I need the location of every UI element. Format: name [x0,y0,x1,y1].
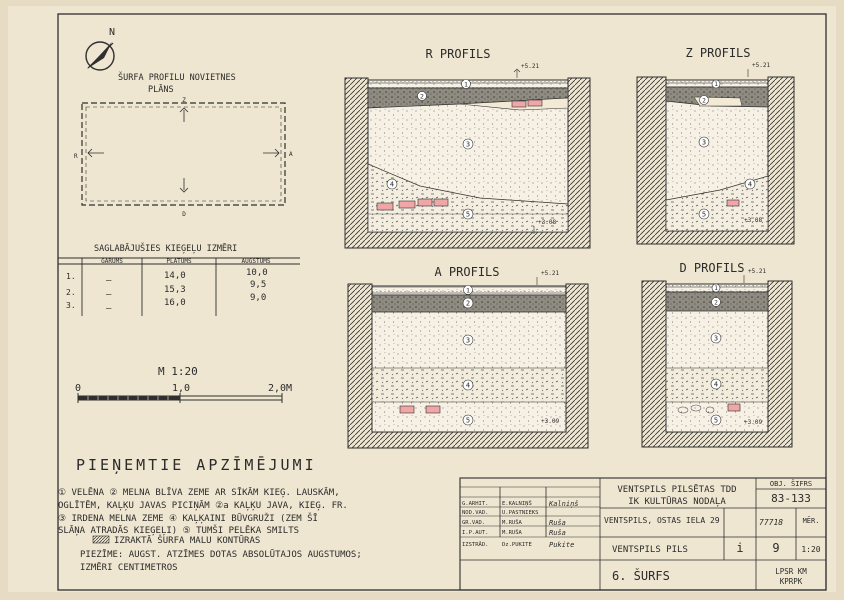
profile-title: Z PROFILS [685,46,751,60]
role-label: IZSTRĀD. [462,542,489,548]
svg-text:3: 3 [701,138,707,147]
sheet-no: 9 [772,541,780,555]
brick-fragment [727,200,739,206]
role-label: G.ARHIT. [462,501,489,507]
bricks-table-title: SAGLABĀJUŠIES KIEĢEĻU IZMĒRI [94,244,238,254]
plan-title-line2: PLĀNS [148,85,174,95]
svg-text:2: 2 [714,299,718,307]
layer-marker [463,209,473,219]
layer-marker [463,380,473,390]
layer-marker [711,415,721,425]
svg-text:3: 3 [465,140,471,149]
legend-line: ③ IRDENA MELNA ZEME ④ KAĻĶAINI BŪVGRUŽI (ZEM ŠĪ [58,514,318,524]
layer-marker [699,137,709,147]
profile-d [642,261,792,447]
layer-marker [699,209,709,219]
row-platums: 15,3 [164,285,186,295]
stage: i [736,541,744,555]
plan-label-bottom: D [182,211,186,218]
profile-title: R PROFILS [425,47,491,61]
scale-tick-1: 1,0 [172,383,191,394]
svg-text:4: 4 [713,380,719,389]
brick-fragment [400,406,414,413]
elev-top: +5.21 [752,62,771,69]
role-label: NOD.VAD. [462,510,489,516]
row-num: 3. [66,301,76,310]
layer-marker [712,298,721,307]
brick-fragment [377,203,393,210]
svg-text:1: 1 [466,286,470,295]
layer-marker [464,286,473,295]
layer-marker [745,179,755,189]
layer-marker [712,80,720,88]
svg-text:5: 5 [713,416,719,425]
row-garums: – [106,290,112,300]
plan-label-top: Z [182,97,186,104]
legend-line: ① VELĒNA ② MELNA BLĪVA ZEME AR SĪKĀM KIEĢ. LAUSKĀM, [58,488,340,498]
role-name: M.RUŠA [502,530,522,536]
legend-note: PIEZĪME: AUGST. ATZĪMES DOTAS ABSOLŪTAJOS AUGSTUMOS; [80,550,362,560]
plan-label-left: R [74,153,78,160]
signature: Ruša [549,529,566,537]
header-platums: PLATUMS [166,258,192,265]
role-name: E.KALNIŅŠ [502,501,532,507]
layer-marker [463,139,473,149]
profile-title: D PROFILS [679,261,745,275]
elev-top: +5.21 [541,270,560,277]
legend-line: SLĀŅA ATRADĀS KIEĢEĻI) ⑤ TUMŠI PELĒKA SMILTS [58,526,300,536]
svg-text:3: 3 [713,334,719,343]
svg-text:5: 5 [465,210,471,219]
stamp-line1: LPSR KM [775,567,807,576]
layer-marker [463,415,473,425]
role-label: I.P.AUT. [462,530,489,536]
layer-marker [711,379,721,389]
hatch-swatch [93,536,109,543]
role-label: GR.VAD. [462,520,486,526]
legend-title: PIEŅEMTIE APZĪMĒJUMI [76,456,317,474]
svg-text:4: 4 [747,180,753,189]
row-platums: 14,0 [164,271,186,281]
org-line2: IK KULTŪRAS NODAĻA [628,497,726,507]
north-label: N [109,27,116,38]
svg-text:4: 4 [389,180,395,189]
plan-title-line1: ŠURFA PROFILU NOVIETNES [118,73,236,83]
svg-text:5: 5 [701,210,707,219]
brick-fragment [418,199,432,206]
row-num: 2. [66,288,76,297]
scale-tick-2: 2,0M [268,383,293,394]
row-platums: 16,0 [164,298,186,308]
svg-text:5: 5 [465,416,471,425]
row-augstums: 9,5 [250,280,267,290]
layer-marker [463,335,473,345]
scale-tick-0: 0 [75,383,82,394]
svg-text:3: 3 [465,336,471,345]
elev-top: +5.21 [748,268,767,275]
svg-text:1: 1 [714,81,718,89]
svg-text:2: 2 [420,92,424,101]
inventory-no: 77718 [759,518,784,527]
layer-marker [700,96,709,105]
role-name: M.RUŠA [502,520,522,526]
elev-bottom: +3.09 [744,419,763,426]
drawing-title: 6. ŠURFS [612,569,670,583]
layer-marker [712,284,720,292]
row-garums: – [106,304,112,314]
layer-marker [387,179,397,189]
svg-text:1: 1 [464,80,468,89]
profile-a [348,265,588,448]
brick-fragment [512,101,526,107]
row-garums: – [106,276,112,286]
header-garums: GARUMS [101,258,123,265]
scale-label: MĒR. [802,517,820,525]
stamp-line2: KPRPK [779,577,803,586]
elev-bottom: +3.09 [541,418,560,425]
layer-marker [418,92,427,101]
row-num: 1. [66,272,76,281]
brick-fragment [728,404,740,411]
layer-marker [462,80,471,89]
legend-line: OGLĪTĒM, KAĻĶU JAVAS PICIŅĀM ②a KAĻĶU JAVA, KIEĢ. FR. [58,501,348,511]
legend [58,456,362,573]
layer-marker [711,333,721,343]
legend-note: IZMĒRI CENTIMETROS [80,563,178,573]
obj-label: OBJ. ŠIFRS [769,480,813,488]
header-augstums: AUGSTUMS [241,258,271,265]
obj-code: 83-133 [771,492,811,505]
svg-text:1: 1 [714,285,718,293]
brick-fragment [399,201,415,208]
signature: Pukite [549,541,575,549]
role-name: U.PASTNIEKS [502,510,539,516]
brick-fragment [528,100,542,106]
drawing-scale: 1:20 [801,545,821,554]
legend-line: IZRAKTĀ ŠURFA MALU KONTŪRAS [114,536,261,546]
row-augstums: 10,0 [246,268,268,278]
profile-title: A PROFILS [434,265,500,279]
plan-label-right: A [289,151,293,158]
org-line1: VENTSPILS PILSĒTAS TDD [617,485,737,495]
signature: Ruša [549,519,566,527]
signature: Kalniņš [549,500,579,508]
layer-marker [463,298,473,308]
elev-bottom: +3.08 [538,219,557,226]
row-augstums: 9,0 [250,293,267,303]
address: VENTSPILS, OSTAS IELA 29 [604,516,720,525]
brick-fragment [426,406,440,413]
svg-text:4: 4 [465,381,471,390]
elev-top: +5.21 [521,63,540,70]
scale-title: M 1:20 [158,365,198,378]
svg-text:2: 2 [465,299,471,308]
svg-text:2: 2 [702,97,706,105]
elev-bottom: +3.08 [744,217,763,224]
object-name: VENTSPILS PILS [612,545,688,555]
brick-fragment [434,199,448,206]
role-name: Dz.PUKITE [502,542,532,548]
